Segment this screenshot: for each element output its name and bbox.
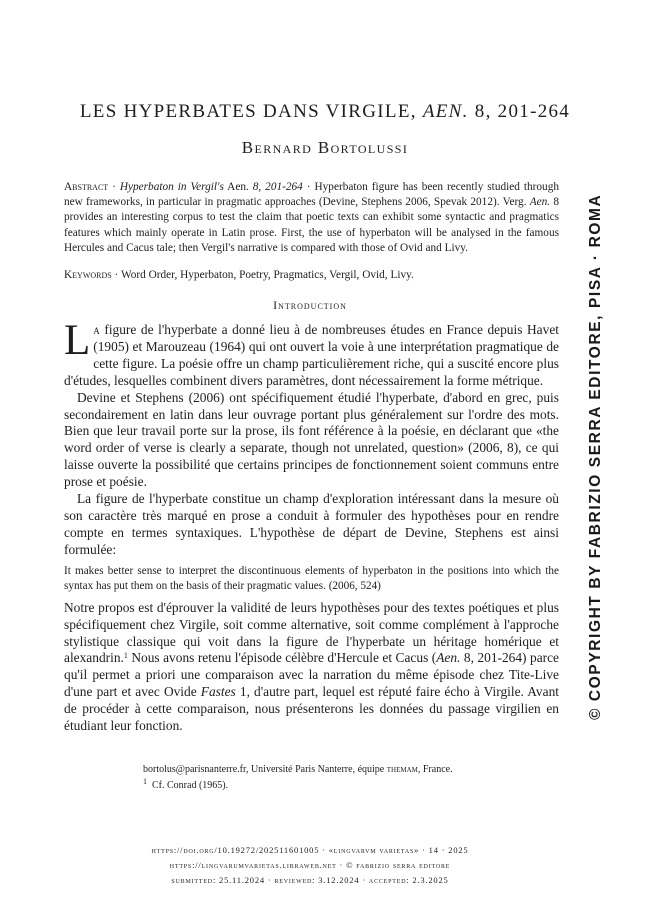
footer-doi-line[interactable]: https://doi.org/10.19272/202511601005 · «lingvarvm varietas» · 14 · 2025 [151, 845, 469, 855]
affiliation-text: bortolus@parisnanterre.fr, Université Paris Nanterre, équipe [143, 764, 387, 775]
title-ref: 8, 201-264 [474, 101, 571, 122]
abstract-separator-2: · [302, 181, 315, 193]
affiliation-end: , France. [417, 764, 453, 775]
footnote-1-mark: 1 [143, 777, 147, 786]
title-main: LES HYPERBATES DANS VIRGILE, [79, 101, 417, 122]
paragraph-1-start: a [93, 322, 100, 337]
main-body-text [64, 317, 559, 735]
paragraph-3: La figure de l'hyperbate constitue un champ d'exploration intéressant dans la mesure où son caractère très marqué en prose a conduit à formuler des hypothèses pour en rendre compte en termes syntaxiques. L'hypothèse de départ de Devine, Stephens est ainsi formulée: [64, 491, 559, 557]
block-quote: It makes better sense to interpret the discontinuous elements of hyperbaton in the positions into which the syntax has put them on the basis of their pragmatic values. (2006, 524) [64, 564, 559, 592]
abstract [64, 180, 559, 256]
footnote-ref-1[interactable]: 1 [123, 651, 128, 661]
abstract-text-2: 8 provides an interesting corpus to test the claim that poetic texts can exhibit some syntactic and pragmatics features which mainly operate in Latin prose. First, the use of hyperbaton will be analysed in the famous Hercules and Cacus tale; then Vergil's narrative is compared with those of Ovid and Livy. [64, 196, 559, 254]
paragraph-4-text-a: Notre propos est d'éprouver la validité de leurs hypothèses pour des textes poétiques et plus spécifiquement chez Virgile, soit comme alternative, soit comme complément à l'approche stylistique classique qui voit dans la figure de l'hyperbate un héritage homérique et alexandrin. [64, 599, 559, 666]
paragraph-4-text-b: Nous avons retenu l'épisode célèbre d'Hercule et Cacus ( [127, 650, 437, 666]
abstract-subtitle-aen: Aen. [223, 181, 253, 193]
affiliation-team: themam [386, 764, 418, 775]
paragraph-1 [64, 317, 559, 390]
paragraph-4-text-c: 8, 201-264) parce qu'il permet a priori une comparaison avec la narration du même épisode chez Tite-Live d'une part et avec Ovide [64, 650, 559, 700]
keywords-label: Keywords [64, 269, 112, 281]
footnotes [143, 762, 543, 794]
article-title [0, 100, 650, 124]
footer-dates-line: submitted: 25.11.2024 · reviewed: 3.12.2024 · accepted: 2.3.2025 [171, 875, 449, 885]
drop-cap: L [64, 317, 91, 364]
page-footer [0, 843, 620, 888]
footer-website-line[interactable]: https://lingvarumvarietas.libraweb.net · © fabrizio serra editore [169, 860, 451, 870]
abstract-label: Abstract [64, 181, 109, 193]
abstract-aen: Aen. [529, 196, 551, 209]
paragraph-4-aen: Aen. [436, 650, 461, 666]
keywords-text: Word Order, Hyperbaton, Poetry, Pragmatics, Vergil, Ovid, Livy. [120, 269, 414, 281]
abstract-text: Hyperbaton figure has been recently studied through new frameworks, in particular in pragmatic approaches (Devine, Stephens 2006, Spevak 2012). Verg. [64, 181, 559, 209]
abstract-subtitle: Hyperbaton in Vergil's [119, 181, 224, 193]
keywords-separator: · [111, 269, 121, 281]
author-name: Bernard Bortolussi [241, 138, 409, 157]
copyright-notice: © COPYRIGHT BY FABRIZIO SERRA EDITORE, PISA · ROMA [587, 193, 604, 720]
paragraph-4-text-d: 1, d'autre part, lequel est réputé faire écho à Virgile. Avant de procéder à cette comparaison, nous présenterons les données du passage virgilien en étudiant leur fonction. [64, 684, 559, 734]
author-affiliation [143, 762, 543, 778]
paragraph-4-fastes: Fastes [200, 684, 236, 700]
title-aen: AEN. [422, 101, 469, 122]
abstract-separator: · [108, 181, 120, 193]
paragraph-4 [64, 600, 559, 735]
paragraph-2: Devine et Stephens (2006) ont spécifiquement étudié l'hyperbate, d'abord en grec, puis secondairement en latin dans leur ouvrage portant plus généralement sur l'ordre des mots. Bien que leur travail porte sur la prose, ils font référence à la poésie, en déclarant que «the word order of verse is clearly a separate, though not unrelated, question» (2006, 8), ce qui laisse ouverte la possibilité que certains principes de fonctionnement soient communs entre prose et poésie. [64, 389, 559, 490]
section-heading-introduction: Introduction [273, 298, 347, 312]
abstract-subtitle-ref: 8, 201-264 [252, 181, 303, 193]
footnote-1-text: Cf. Conrad (1965). [152, 780, 229, 791]
footnote-1 [143, 778, 543, 794]
keywords [64, 268, 559, 283]
paragraph-1-text: figure de l'hyperbate a donné lieu à de nombreuses études en France depuis Havet (1905) et Marouzeau (1964) qui ont ouvert la voie à une interprétation pragmatique de cette figure. La poésie offre un champ particulièrement riche, qui a suscité encore plus d'études, lesquelles combinent divers paramètres, dont nécessairement la forme métrique. [64, 322, 559, 388]
